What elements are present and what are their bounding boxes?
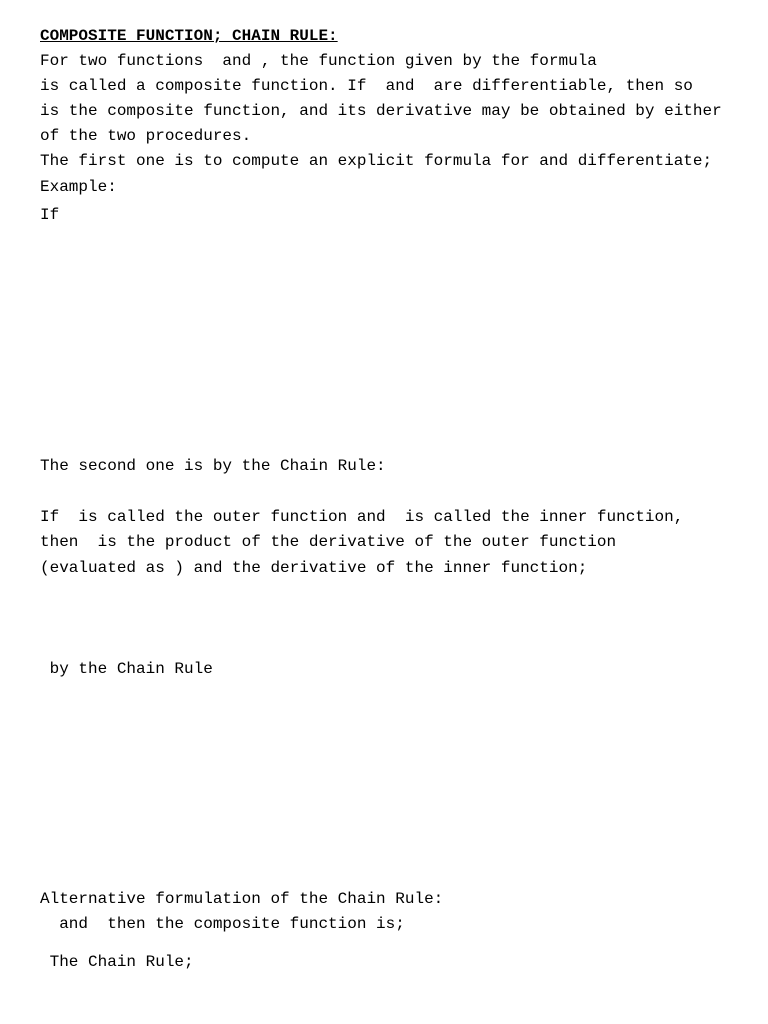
by-chain-rule-text: by the Chain Rule bbox=[40, 660, 213, 678]
chain-rule-line-2: then is the product of the derivative of the outer function bbox=[40, 533, 617, 551]
intro-line-4: of the two procedures. bbox=[40, 127, 252, 145]
alternative-formulation-line: and then the composite function is; bbox=[40, 915, 405, 933]
chain-rule-line-3: (evaluated as ) and the derivative of the inner function; bbox=[40, 559, 588, 577]
example-label: Example: bbox=[40, 178, 117, 196]
intro-line-1: For two functions and , the function given by the formula bbox=[40, 52, 597, 70]
if-label: If bbox=[40, 206, 60, 224]
document-heading: COMPOSITE FUNCTION; CHAIN RULE: bbox=[40, 27, 338, 45]
intro-line-3: is the composite function, and its derivative may be obtained by either bbox=[40, 102, 722, 120]
second-procedure-text: The second one is by the Chain Rule: bbox=[40, 457, 386, 475]
intro-line-2: is called a composite function. If and are differentiable, then so bbox=[40, 77, 693, 95]
alternative-formulation-title: Alternative formulation of the Chain Rule: bbox=[40, 890, 444, 908]
first-procedure-text: The first one is to compute an explicit formula for and differentiate; bbox=[40, 152, 713, 170]
chain-rule-line-1: If is called the outer function and is called the inner function, bbox=[40, 508, 684, 526]
chain-rule-label: The Chain Rule; bbox=[40, 953, 194, 971]
